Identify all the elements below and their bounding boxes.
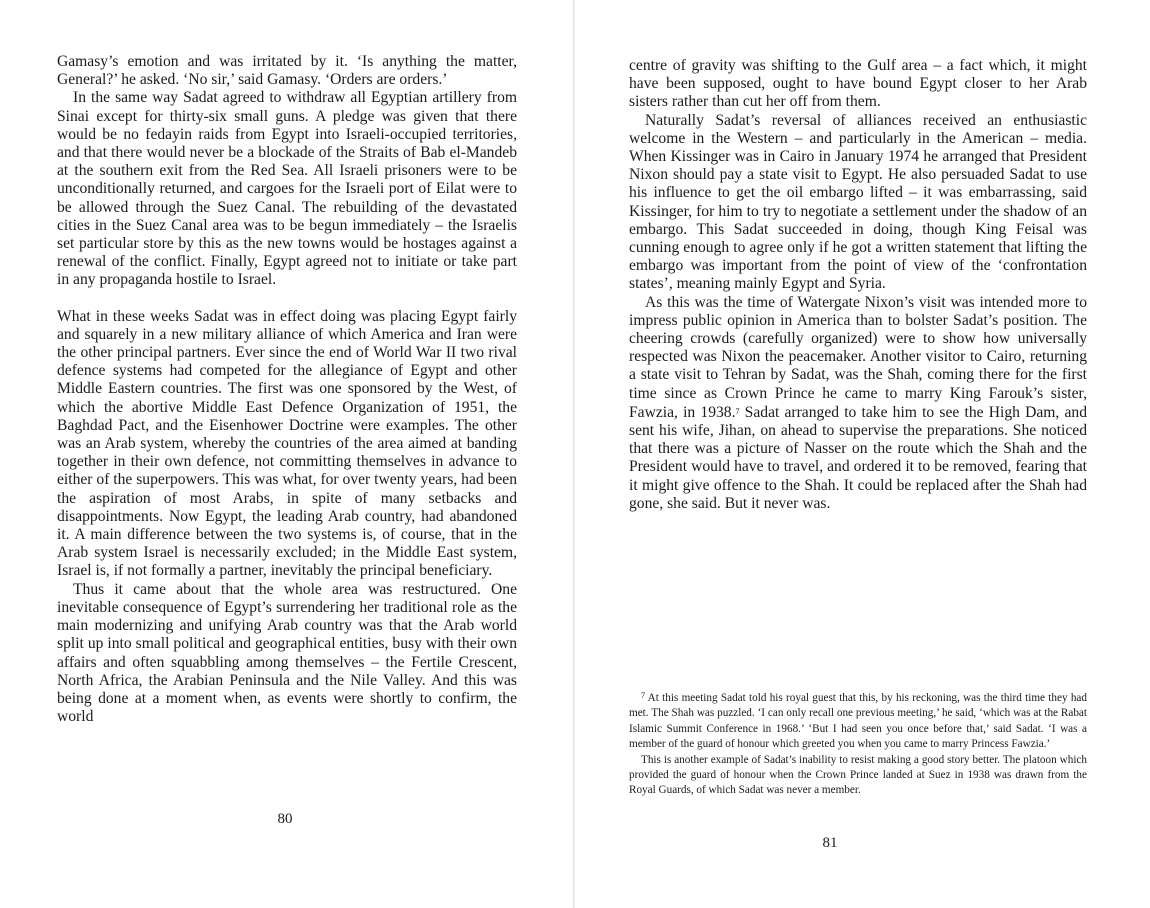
- footnote-reference: 7: [735, 406, 740, 416]
- left-page-body: [57, 53, 517, 726]
- right-page-body: [629, 57, 1087, 513]
- right-page: [575, 0, 1150, 908]
- paragraph: In the same way Sadat agreed to withdraw all Egyptian artillery from Sinai except for thirty-six small guns. A pledge was given that there would be no fedayin raids from Egypt into Israeli-occupied territories, and that there would never be a blockade of the Straits of Bab el-Mandeb at the southern exit from the Red Sea. All Israeli prisoners were to be unconditionally returned, and cargoes for the Israeli port of Eilat were to be allowed through the Suez Canal. The rebuilding of the devastated cities in the Suez Canal area was to be begun immediately – the Israelis set particular store by this as the new towns would be hostages against a renewal of the conflict. Finally, Egypt agreed not to initiate or take part in any propaganda hostile to Israel.: [57, 89, 517, 289]
- left-page: [0, 0, 573, 908]
- footnotes: [629, 688, 1087, 799]
- paragraph-text: As this was the time of Watergate Nixon’s visit was intended more to impress public opinion in America than to bolster Sadat’s position. The cheering crowds (carefully organized) were to show how universally respected was Nixon the peacemaker. Another visitor to Cairo, returning a state visit to Tehran by Sadat, was the Shah, coming there for the first time since as Crown Prince he came to marry King Farouk’s sister, Fawzia, in 1938.: [629, 293, 1087, 421]
- footnote-marker: 7: [641, 691, 645, 700]
- paragraph: What in these weeks Sadat was in effect doing was placing Egypt fairly and squarely in a new military alliance of which America and Iran were the other principal partners. Ever since the end of World War II two rival defence systems had competed for the allegiance of Egypt and other Middle Eastern countries. The first was one sponsored by the West, of which the abortive Middle East Defence Organization of 1951, the Baghdad Pact, and the Eisenhower Doctrine were examples. The other was an Arab system, whereby the countries of the area aimed at banding together in their own defence, not committing themselves in advance to either of the superpowers. This was what, for over twenty years, had been the aspiration of most Arabs, in spite of many setbacks and disappointments. Now Egypt, the leading Arab country, had abandoned it. A main difference between the two systems is, of course, that in the Arab system Israel is necessarily excluded; in the Middle East system, Israel is, if not formally a partner, inevitably the principal beneficiary.: [57, 307, 518, 580]
- paragraph: Thus it came about that the whole area was restructured. One inevitable consequence of Egypt’s surrendering her traditional role as the main modernizing and unifying Arab country was that the Arab world split up into small political and geographical entities, busy with their own affairs and often squabbling among themselves – the Fertile Crescent, North Africa, the Arabian Peninsula and the Nile Valley. And this was being done at a moment when, as events were shortly to confirm, the world: [57, 580, 517, 726]
- footnote-continuation: This is another example of Sadat’s inability to resist making a good story better. The platoon which provided the guard of honour when the Crown Prince landed at Suez in 1938 was drawn from the Royal Guards, of which Sadat was never a member.: [629, 753, 1087, 797]
- footnote-text: At this meeting Sadat told his royal guest that this, by his reckoning, was the third time they had met. The Shah was puzzled. ‘I can only recall one previous meeting,’ he said, ‘which was at the Rabat Islamic Summit Conference in 1968.’ ‘But I had seen you once before that,’ said Sadat. ‘I was a member of the guard of honour which greeted you when you came to marry Princess Fawzia.’: [629, 692, 1087, 751]
- page-number: 81: [822, 835, 838, 851]
- paragraph: centre of gravity was shifting to the Gulf area – a fact which, it might have been supposed, ought to have bound Egypt closer to her Arab sisters rather than cut her off from them.: [629, 57, 1087, 111]
- paragraph-text: Sadat arranged to take him to see the High Dam, and sent his wife, Jihan, on ahead to supervise the preparations. She noticed that there was a picture of Nasser on the route which the Shah and the President would have to travel, and ordered it to be removed, fearing that it might give offence to the Shah. It could be replaced after the Shah had gone, she said. But it never was.: [629, 403, 1087, 512]
- paragraph: Gamasy’s emotion and was irritated by it. ‘Is anything the matter, General?’ he asked. ‘No sir,’ said Gamasy. ‘Orders are orders.’: [57, 53, 517, 89]
- paragraph: [629, 294, 1087, 513]
- paragraph: Naturally Sadat’s reversal of alliances received an enthusiastic welcome in the Western – and particularly in the American – media. When Kissinger was in Cairo in January 1974 he arranged that President Nixon should pay a state visit to Egypt. He also persuaded Sadat to use his influence to get the oil embargo lifted – it was embarrassing, said Kissinger, for him to try to negotiate a settlement under the shadow of an embargo. This Sadat succeeded in doing, though King Feisal was cunning enough to agree only if he got a written statement that lifting the embargo was important from the point of view of the ‘confrontation states’, meaning mainly Egypt and Syria.: [629, 111, 1087, 293]
- page-number: 80: [277, 811, 293, 827]
- footnote: [629, 688, 1087, 753]
